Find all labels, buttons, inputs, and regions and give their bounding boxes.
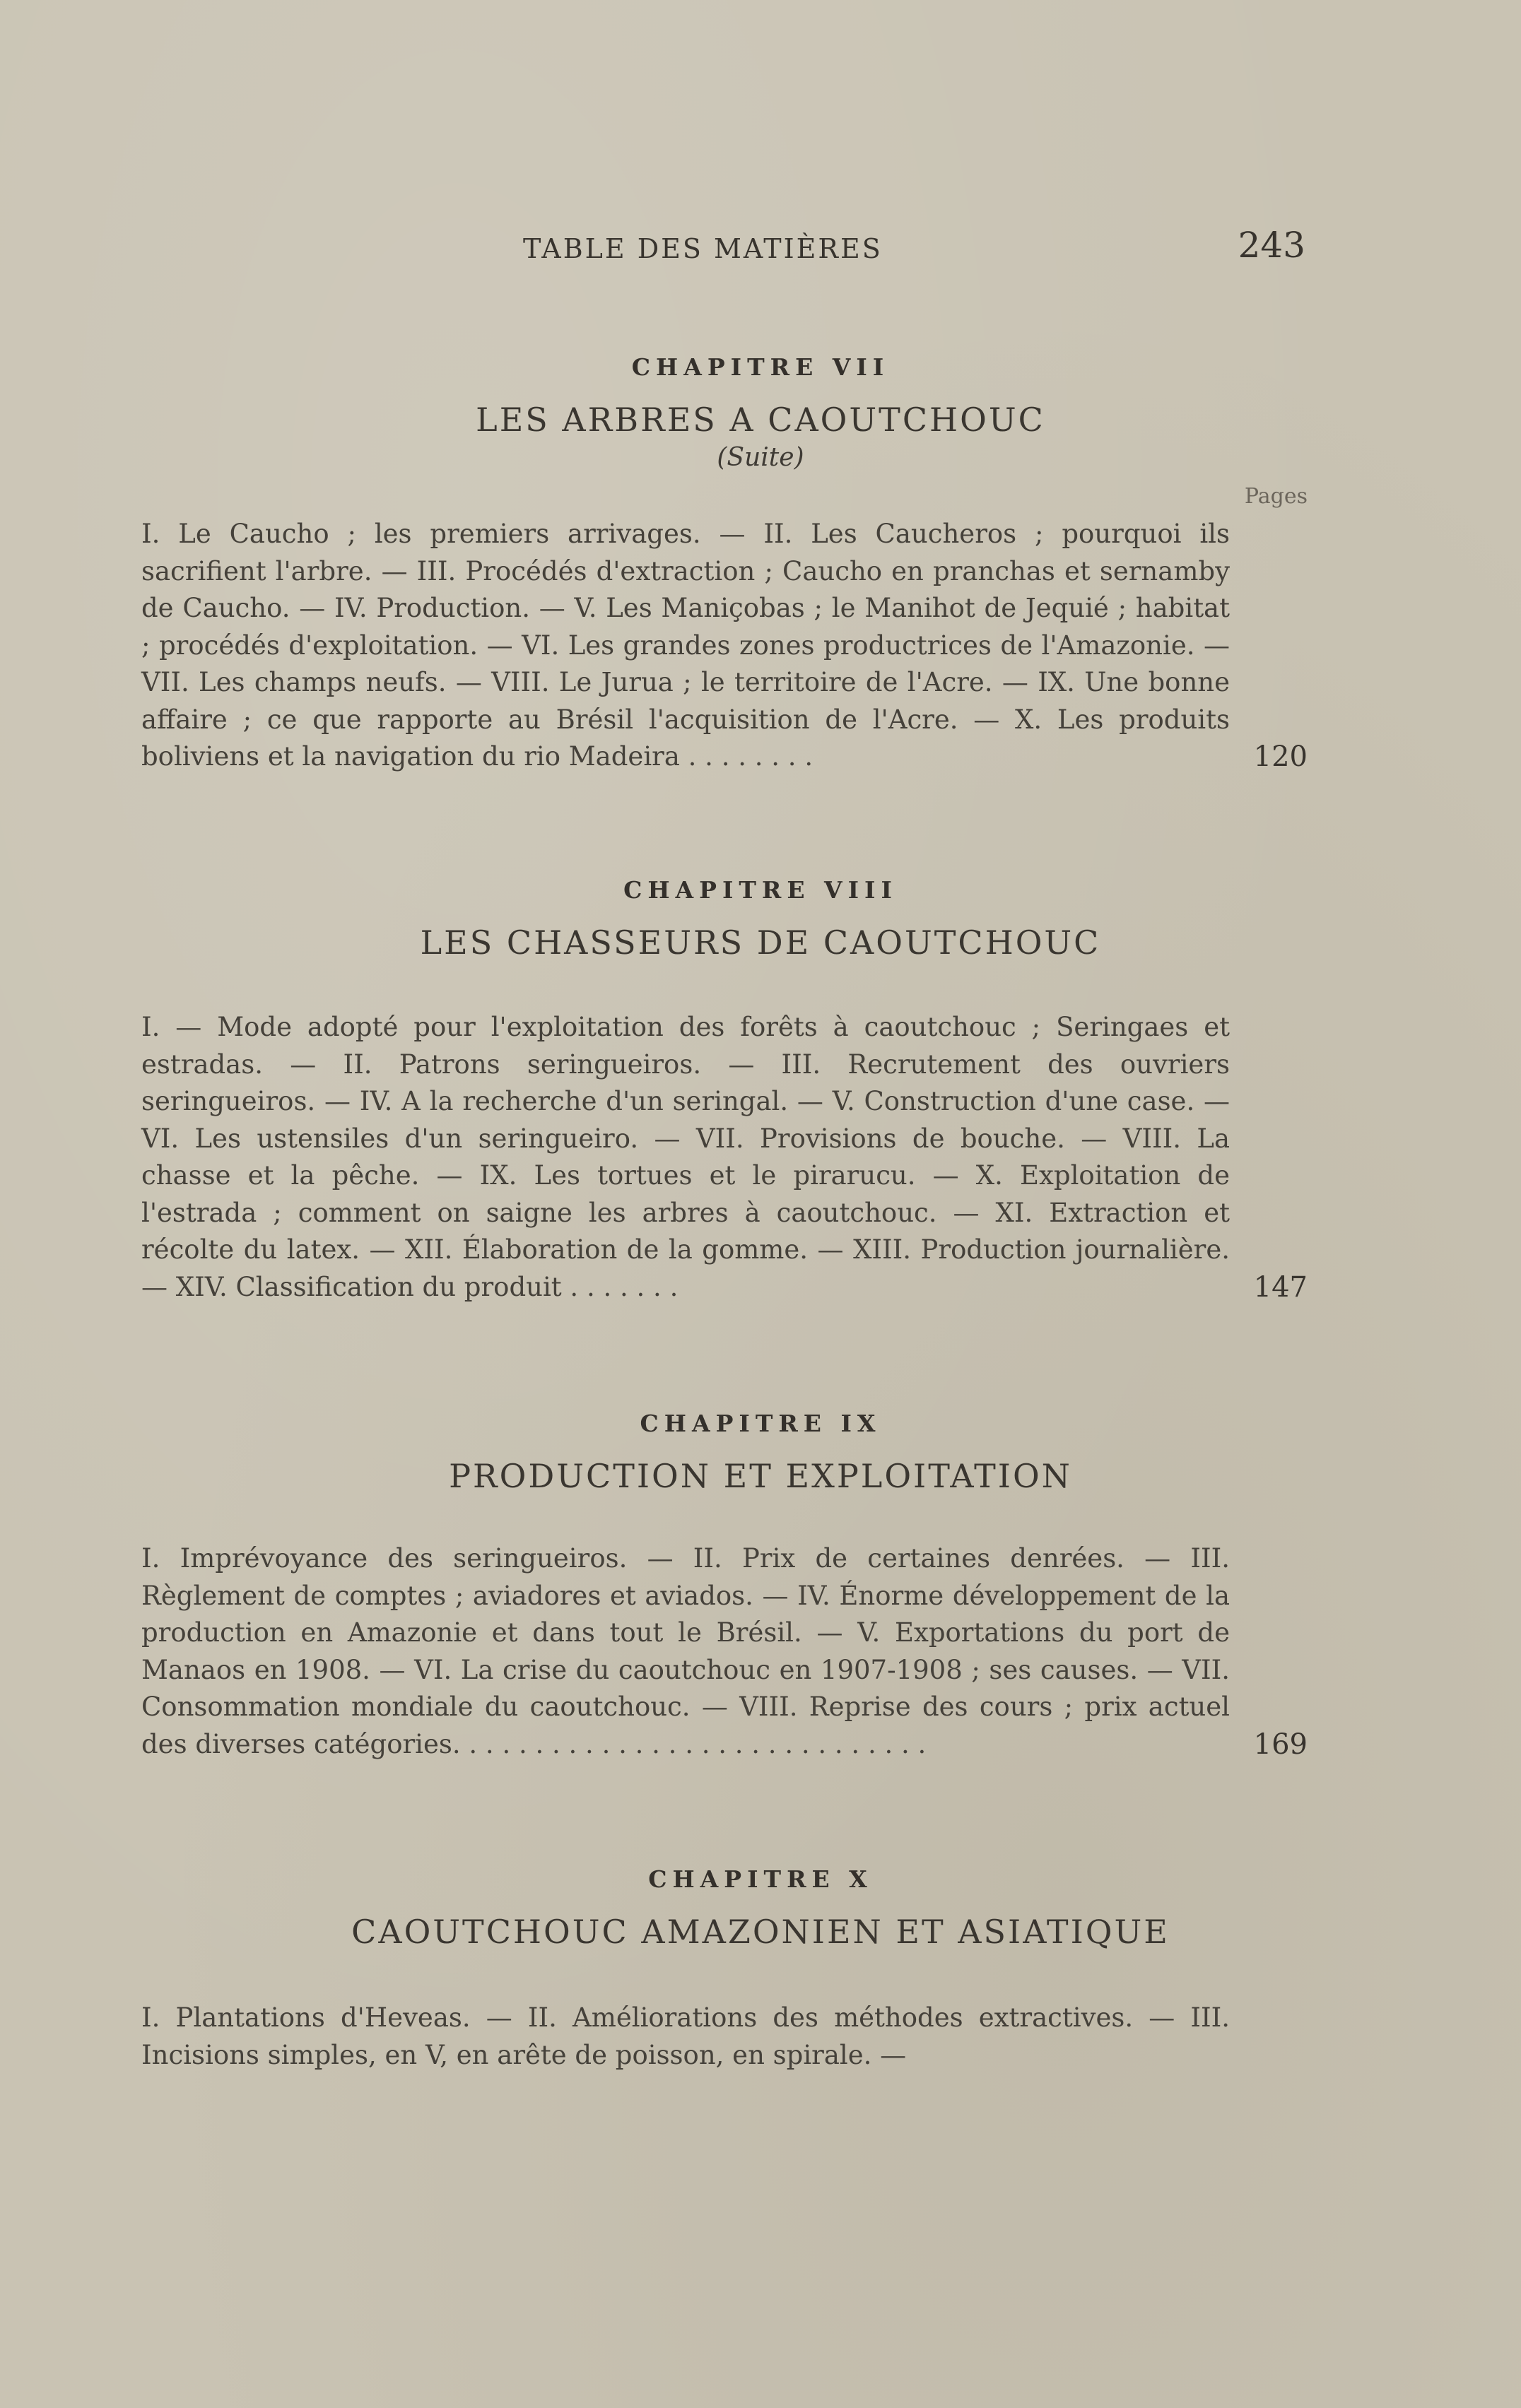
chapter-7-heading xyxy=(0,353,1521,472)
chapter-10-contents xyxy=(141,2000,1230,2074)
toc-page-ref: 169 xyxy=(1253,1728,1308,1761)
toc-page-ref: 120 xyxy=(1253,740,1308,773)
toc-page-ref: 147 xyxy=(1253,1270,1308,1304)
chapter-label: CHAPITRE IX xyxy=(640,1410,881,1437)
chapter-label: CHAPITRE X xyxy=(648,1865,873,1893)
page-number: 243 xyxy=(1238,225,1305,266)
chapter-label: CHAPITRE VIII xyxy=(623,876,898,904)
pages-column-label: Pages xyxy=(1244,484,1308,509)
running-title: TABLE DES MATIÈRES xyxy=(523,233,883,264)
chapter-label: CHAPITRE VII xyxy=(631,353,890,381)
chapter-title: PRODUCTION ET EXPLOITATION xyxy=(449,1457,1072,1495)
toc-entry-text: I. Imprévoyance des seringueiros. — II. Prix de certaines denrées. — III. Règlement de comptes ; aviadores et aviados. — IV. Énorme développement de la production en Amazonie et dans tout le Brésil. — V. Exportations du port de Manaos en 1908. — VI. La crise du caoutchouc en 1907-1908 ; ses causes. — VII. Consommation mondiale du caoutchouc. — VIII. Reprise des cours ; prix actuel des diverses catégories. . . . . . . . . . . . . . . . . . . . . . . . . . . . . xyxy=(141,1543,1230,1759)
chapter-8-contents xyxy=(141,1009,1308,1306)
chapter-subtitle: (Suite) xyxy=(717,443,804,472)
toc-entry-text: I. Le Caucho ; les premiers arrivages. — II. Les Caucheros ; pourquoi ils sacrifient l'arbre. — III. Procédés d'extraction ; Caucho en pranchas et sernamby de Caucho. — IV. Production. — V. Les Maniçobas ; le Manihot de Jequié ; habitat ; procédés d'exploitation. — VI. Les grandes zones productrices de l'Amazonie. — VII. Les champs neufs. — VIII. Le Jurua ; le territoire de l'Acre. — IX. Une bonne affaire ; ce que rapporte au Brésil l'acquisition de l'Acre. — X. Les produits boliviens et la navigation du rio Madeira . . . . . . . . xyxy=(141,519,1230,772)
chapter-title: LES ARBRES A CAOUTCHOUC xyxy=(476,401,1045,439)
toc-entry-text: I. — Mode adopté pour l'exploitation des forêts à caoutchouc ; Seringaes et estradas. — II. Patrons seringueiros. — III. Recrutement des ouvriers seringueiros. — IV. A la recherche d'un seringal. — V. Construction d'une case. — VI. Les ustensiles d'un seringueiro. — VII. Provisions de bouche. — VIII. La chasse et la pêche. — IX. Les tortues et le pirarucu. — X. Exploitation de l'estrada ; comment on saigne les arbres à caoutchouc. — XI. Extraction et récolte du latex. — XII. Élaboration de la gomme. — XIII. Production journalière. — XIV. Classification du produit . . . . . . . xyxy=(141,1012,1230,1302)
chapter-title: CAOUTCHOUC AMAZONIEN ET ASIATIQUE xyxy=(351,1913,1170,1951)
toc-entry-text: I. Plantations d'Heveas. — II. Améliorations des méthodes extractives. — III. Incisions simples, en V, en arête de poisson, en spirale. — xyxy=(141,2002,1230,2070)
chapter-9-heading xyxy=(0,1410,1521,1495)
chapter-title: LES CHASSEURS DE CAOUTCHOUC xyxy=(420,923,1101,962)
chapter-7-contents xyxy=(141,516,1308,776)
chapter-8-heading xyxy=(0,876,1521,962)
chapter-10-heading xyxy=(0,1865,1521,1951)
chapter-9-contents xyxy=(141,1540,1308,1763)
